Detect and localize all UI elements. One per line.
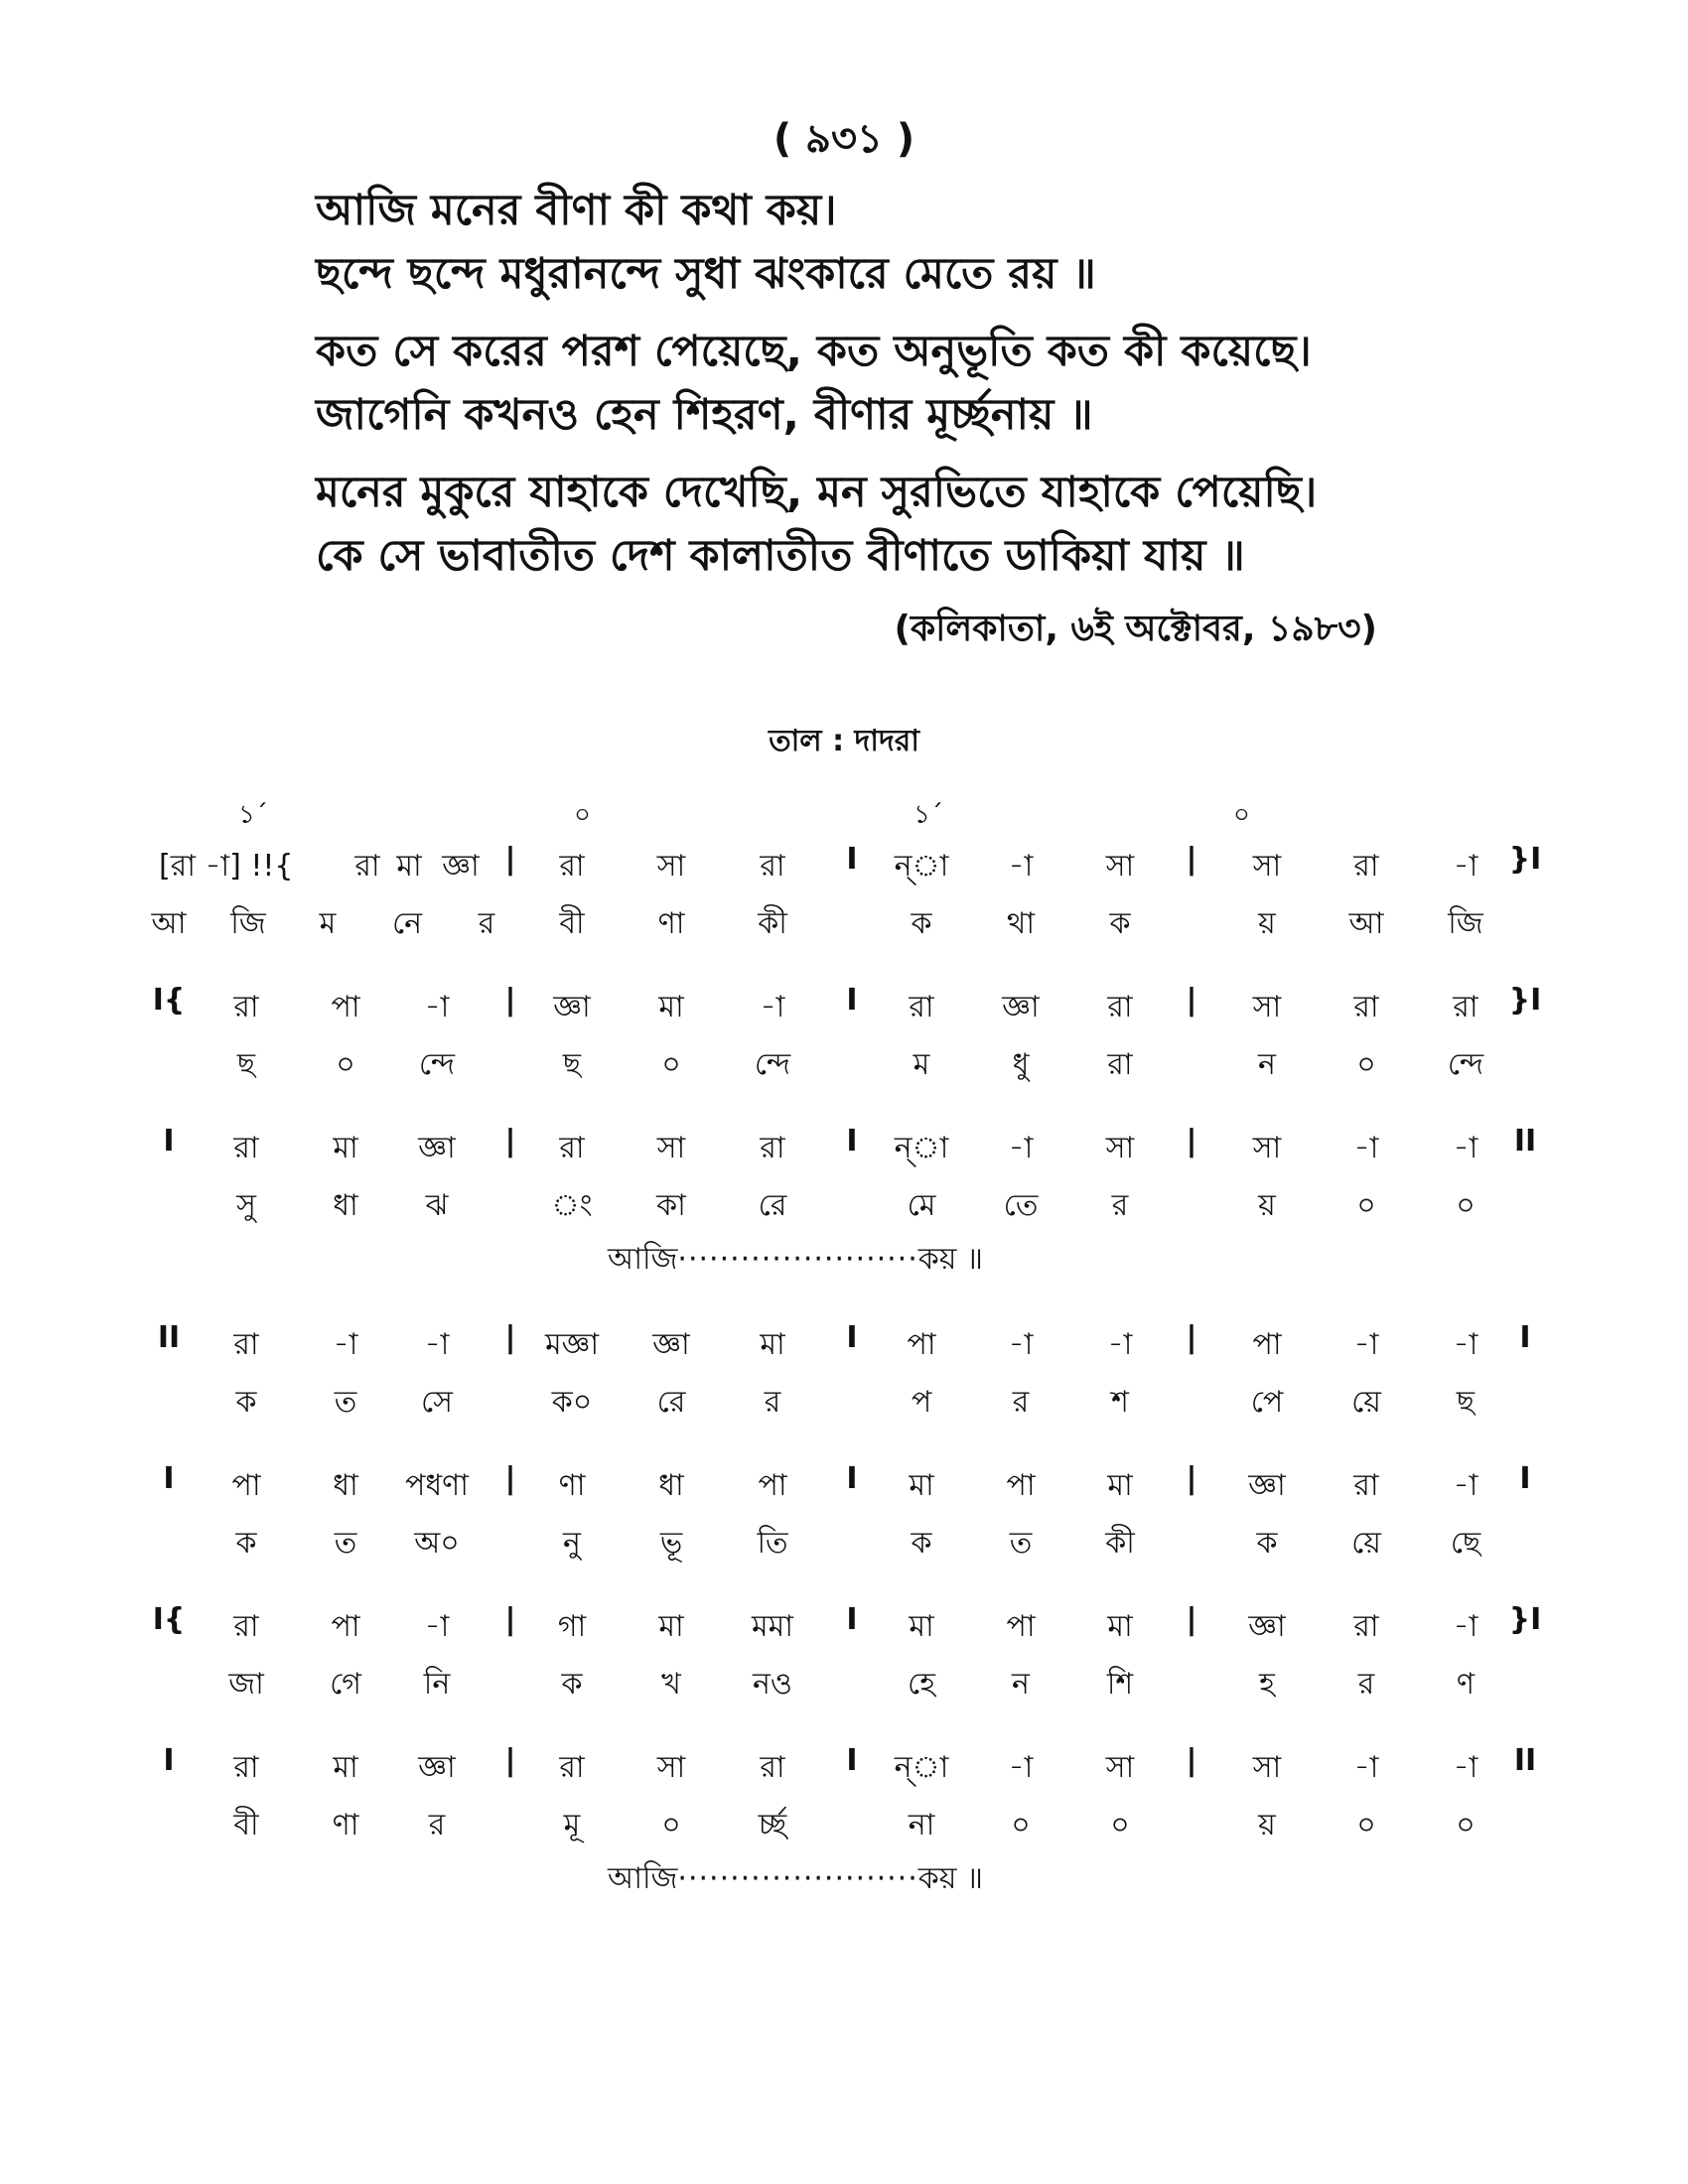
swara-note: ন্া [894, 1131, 949, 1165]
lyric-syllable: নও [753, 1667, 792, 1702]
swara-note: -া [1353, 1327, 1379, 1362]
lyric-syllable: সে [421, 1385, 453, 1420]
bar-line: I [846, 1124, 858, 1159]
swara-note: রা [760, 1750, 785, 1785]
lyric-syllable: ক [235, 1526, 257, 1561]
lyric-syllable: জি [1448, 906, 1483, 941]
lyric-syllable: থা [1006, 906, 1036, 941]
verse-line: কত সে করের পরশ পেয়েছে, কত অনুভূতি কত কী কয়েছে। [316, 327, 1312, 376]
refrain-start: আজি [608, 1861, 678, 1896]
swara-note: মা [909, 1468, 934, 1503]
bar-line: I{ [152, 1602, 186, 1637]
swara-note: -া [424, 1609, 450, 1644]
swara-note: -া [1008, 1750, 1034, 1785]
bar-line: | [504, 1743, 516, 1778]
lyric-syllable: ণা [657, 906, 685, 941]
notation-block [0, 1320, 1688, 1430]
bar-line: I [163, 1461, 175, 1496]
swara-note: -া [1453, 1468, 1478, 1503]
swara-note: ন্া [894, 849, 949, 884]
swara-note: মা [333, 1750, 358, 1785]
swara-note: ধা [333, 1468, 358, 1503]
swara-note: -া [1008, 1131, 1034, 1165]
bar-line: | [1186, 1124, 1197, 1159]
lyric-syllable: র্চ্ছ [758, 1808, 787, 1843]
lyric-syllable: জা [228, 1667, 264, 1702]
bar-line: II [1513, 1743, 1537, 1778]
swara-note: জ্ঞা [1248, 1468, 1286, 1503]
lyric-syllable: ০ [1011, 1808, 1031, 1843]
lyric-syllable: য় [1258, 1808, 1276, 1843]
lyric-row [0, 1519, 1688, 1563]
notation-block [0, 983, 1688, 1092]
beat-mark: ১´ [238, 800, 268, 830]
lyric-syllable: রে [758, 1188, 787, 1223]
swara-note: পা [907, 1327, 936, 1362]
swara-row [0, 1320, 1688, 1364]
swara-note: সা [656, 849, 686, 884]
swara-note: মা [658, 1609, 684, 1644]
swara-note: সা [656, 1131, 686, 1165]
lyric-syllable: জি [230, 906, 266, 941]
swara-note: রা [233, 990, 259, 1024]
swara-note: ধা [658, 1468, 684, 1503]
swara-note: পধণা [404, 1468, 470, 1503]
lyric-syllable: ন্দে [1447, 1047, 1484, 1082]
swara-note: -া [1107, 1327, 1133, 1362]
swara-note: জ্ঞা [652, 1327, 690, 1362]
swara-note: রা [559, 1750, 585, 1785]
lyric-syllable: ছ [1456, 1385, 1476, 1420]
lyric-syllable: ০ [661, 1808, 681, 1843]
bar-line: I [1519, 1461, 1531, 1496]
lyric-syllable: ০ [661, 1047, 681, 1082]
lyric-syllable: ০ [1456, 1188, 1476, 1223]
lyric-syllable: ক [561, 1667, 583, 1702]
lyric-syllable: য় [1258, 906, 1276, 941]
swara-note: মা [396, 849, 422, 884]
lyric-syllable: ক [1256, 1526, 1278, 1561]
bar-line: I [846, 1602, 858, 1637]
swara-note: সা [1105, 849, 1135, 884]
lyric-syllable: বী [233, 1808, 259, 1843]
lyric-syllable: য় [1258, 1188, 1276, 1223]
swara-note: -া [1353, 1131, 1379, 1165]
lyric-syllable: ছে [1450, 1526, 1481, 1561]
swara-note: জ্ঞা [418, 1750, 456, 1785]
beat-mark: ০ [574, 800, 591, 830]
lyric-syllable: ম [913, 1047, 930, 1082]
bar-line: | [1186, 983, 1197, 1018]
lyric-syllable: য়ে [1351, 1385, 1381, 1420]
bar-line: | [1186, 1461, 1197, 1496]
swara-note: রা [559, 1131, 585, 1165]
bar-line: I [163, 1743, 175, 1778]
swara-note: জ্ঞা [1002, 990, 1040, 1024]
lyric-syllable: র [764, 1385, 781, 1420]
swara-note: -া [333, 1327, 358, 1362]
bar-line: I [1519, 1320, 1531, 1355]
swara-note: সা [656, 1750, 686, 1785]
swara-note: সা [1252, 1131, 1282, 1165]
bar-line: | [1186, 842, 1197, 877]
swara-note: সা [1105, 1131, 1135, 1165]
swara-note: পা [758, 1468, 787, 1503]
swara-note: সা [1252, 849, 1282, 884]
lyric-syllable: সু [236, 1188, 256, 1223]
bar-line: | [504, 1124, 516, 1159]
lyric-syllable: শি [1106, 1667, 1134, 1702]
lyric-syllable: শ [1111, 1385, 1129, 1420]
swara-note: সা [1252, 990, 1282, 1024]
lyric-syllable: ক [911, 906, 932, 941]
lyric-syllable: নি [423, 1667, 451, 1702]
swara-note: মা [1107, 1609, 1133, 1644]
swara-row [0, 1602, 1688, 1646]
verse-line: জাগেনি কখনও হেন শিহরণ, বীণার মূর্চ্ছনায় ॥ [316, 390, 1093, 440]
swara-note: রা [1353, 849, 1379, 884]
bar-line: }I [1508, 1602, 1542, 1637]
lyric-syllable: না [908, 1808, 935, 1843]
bar-line: | [504, 1320, 516, 1355]
swara-note: রা [354, 849, 380, 884]
swara-note: জ্ঞা [442, 849, 480, 884]
beat-mark: ০ [1233, 800, 1250, 830]
lyric-syllable: আ [151, 906, 187, 941]
swara-note: মা [909, 1609, 934, 1644]
bar-line: I [846, 842, 858, 877]
bar-line: I [163, 1124, 175, 1159]
refrain-dots: ······················· [677, 1861, 918, 1896]
swara-note: গা [557, 1609, 587, 1644]
refrain-start: আজি [608, 1242, 678, 1277]
swara-row [0, 1124, 1688, 1167]
lyric-syllable: বী [559, 906, 585, 941]
swara-note: রা [1453, 990, 1478, 1024]
lyric-syllable: ০ [1456, 1808, 1476, 1843]
swara-note: -া [1008, 1327, 1034, 1362]
lyric-syllable: ০ [1356, 1188, 1376, 1223]
swara-note: মা [760, 1327, 785, 1362]
lyric-syllable: র [1357, 1667, 1375, 1702]
lyric-syllable: নু [563, 1526, 581, 1561]
lyric-syllable: রা [1107, 1047, 1133, 1082]
swara-note: -া [1008, 849, 1034, 884]
bar-line: I [846, 1743, 858, 1778]
lyric-syllable: ০ [336, 1047, 355, 1082]
bar-line: II [157, 1320, 181, 1355]
lyric-syllable: র [1111, 1188, 1129, 1223]
lyric-syllable: তি [757, 1526, 788, 1561]
lyric-syllable: ন্দে [754, 1047, 791, 1082]
lyric-syllable: ত [334, 1526, 357, 1561]
swara-note: -া [424, 990, 450, 1024]
bar-line: | [1186, 1602, 1197, 1637]
bar-line: | [504, 1602, 516, 1637]
swara-note: মমা [751, 1609, 794, 1644]
swara-row [0, 1743, 1688, 1787]
lyric-syllable: ০ [1110, 1808, 1130, 1843]
tal-heading: তাল : দাদরা [769, 724, 919, 758]
swara-note: রা [1353, 990, 1379, 1024]
swara-note: পা [1006, 1609, 1036, 1644]
swara-note: পা [1006, 1468, 1036, 1503]
lyric-syllable: গে [330, 1667, 361, 1702]
swara-note: রা [233, 1131, 259, 1165]
swara-note: -া [760, 990, 785, 1024]
bar-line: }I [1508, 983, 1542, 1018]
swara-note: রা [233, 1609, 259, 1644]
lyric-syllable: ণ [1456, 1667, 1476, 1702]
notation-block [0, 1602, 1688, 1711]
swara-note: রা [233, 1327, 259, 1362]
lyric-syllable: কা [656, 1188, 686, 1223]
lyric-syllable: ভূ [659, 1526, 683, 1561]
bar-line: | [1186, 1743, 1197, 1778]
bar-line: | [504, 983, 516, 1018]
lyric-syllable: র [478, 906, 495, 941]
refrain-dots: ······················· [677, 1242, 918, 1277]
swara-note: সা [1252, 1750, 1282, 1785]
lyric-syllable: ং [551, 1188, 593, 1223]
lyric-syllable: হে [908, 1667, 935, 1702]
beat-mark: ১´ [914, 800, 943, 830]
lyric-syllable: আ [1348, 906, 1384, 941]
swara-note: রা [909, 990, 934, 1024]
lyric-syllable: কী [1105, 1526, 1135, 1561]
lyric-row [0, 1660, 1688, 1704]
swara-note: পা [1252, 1327, 1282, 1362]
bar-line: I{ [152, 983, 186, 1018]
swara-note: রা [559, 849, 585, 884]
lyric-syllable: নে [391, 906, 423, 941]
swara-note: -া [1453, 1750, 1478, 1785]
lyric-syllable: ন [1012, 1667, 1030, 1702]
notation-block [0, 1124, 1688, 1277]
lyric-syllable: মূ [563, 1808, 581, 1843]
swara-note: মা [1107, 1468, 1133, 1503]
lyric-syllable: ছ [236, 1047, 256, 1082]
lyric-syllable: ছ [562, 1047, 582, 1082]
swara-note: জ্ঞা [553, 990, 591, 1024]
lyric-row [0, 1040, 1688, 1084]
refrain-end: কয় ॥ [917, 1861, 983, 1896]
swara-note: ণা [558, 1468, 586, 1503]
lyric-syllable: য়ে [1351, 1526, 1381, 1561]
swara-note: ন্া [894, 1750, 949, 1785]
swara-note: রা [233, 1750, 259, 1785]
lyric-syllable: হ [1259, 1667, 1275, 1702]
swara-note: -া [1453, 1609, 1478, 1644]
lyric-row [0, 1181, 1688, 1225]
lyric-syllable: ০ [1356, 1047, 1376, 1082]
swara-note: রা [1107, 990, 1133, 1024]
bar-line: I [846, 983, 858, 1018]
swara-note: মা [658, 990, 684, 1024]
bar-line: | [504, 842, 516, 877]
lyric-syllable: ঝ [425, 1188, 449, 1223]
refrain-end: কয় ॥ [917, 1242, 983, 1277]
verse-line: ছন্দে ছন্দে মধুরানন্দে সুধা ঝংকারে মেতে রয় ॥ [316, 249, 1096, 299]
lyric-syllable: ০ [1356, 1808, 1376, 1843]
lyric-syllable: খ [661, 1667, 681, 1702]
lyric-syllable: মে [907, 1188, 936, 1223]
swara-note: মজ্ঞা [544, 1327, 600, 1362]
lyric-syllable: ন [1258, 1047, 1276, 1082]
refrain-cue [608, 1235, 983, 1286]
swara-note: -া [1453, 849, 1478, 884]
verse-line: আজি মনের বীণা কী কথা কয়। [316, 186, 837, 235]
lyric-syllable: ক [235, 1385, 257, 1420]
lyric-syllable: কী [758, 906, 787, 941]
lyric-syllable: প [911, 1385, 932, 1420]
swara-note: -া [1353, 1750, 1379, 1785]
lyric-syllable: ত [1009, 1526, 1033, 1561]
swara-note: -া [424, 1327, 450, 1362]
swara-note: -া [1453, 1327, 1478, 1362]
swara-note: -া [1453, 1131, 1478, 1165]
swara-note: রা [1353, 1468, 1379, 1503]
place-date-credit: (কলিকাতা, ৬ই অক্টোবর, ১৯৮৩) [894, 609, 1377, 649]
bar-line: II [1513, 1124, 1537, 1159]
lyric-syllable: ধা [333, 1188, 358, 1223]
lyric-syllable: অ০ [414, 1526, 460, 1561]
lyric-syllable: ম [319, 906, 337, 941]
swara-note: মা [333, 1131, 358, 1165]
swara-row [0, 1461, 1688, 1505]
bar-line: }I [1508, 842, 1542, 877]
lyric-syllable: ণা [332, 1808, 359, 1843]
lyric-row [0, 1378, 1688, 1422]
lyric-row [0, 899, 1688, 943]
swara-row [0, 842, 1688, 886]
lyric-syllable: ক [911, 1526, 932, 1561]
notation-block [0, 1461, 1688, 1570]
notation-prefix: [রা -া] !!{ [159, 849, 294, 884]
lyric-row [0, 1801, 1688, 1844]
swara-note: জ্ঞা [418, 1131, 456, 1165]
notation-block [0, 842, 1688, 951]
swara-note: পা [331, 1609, 360, 1644]
swara-note: সা [1105, 1750, 1135, 1785]
swara-note: পা [331, 990, 360, 1024]
lyric-syllable: রে [656, 1385, 686, 1420]
verse-line: মনের মুকুরে যাহাকে দেখেছি, মন সুরভিতে যাহাকে পেয়েছি। [316, 468, 1318, 517]
verse-line: কে সে ভাবাতীত দেশ কালাতীত বীণাতে ডাকিয়া যায় ॥ [316, 531, 1245, 581]
lyric-syllable: ন্দে [418, 1047, 456, 1082]
swara-note: জ্ঞা [1248, 1609, 1286, 1644]
lyric-syllable: ত [334, 1385, 357, 1420]
bar-line: | [1186, 1320, 1197, 1355]
refrain-cue [608, 1854, 983, 1905]
lyric-syllable: পে [1250, 1385, 1284, 1420]
swara-note: রা [760, 1131, 785, 1165]
bar-line: | [504, 1461, 516, 1496]
lyric-syllable: ক [1109, 906, 1131, 941]
lyric-syllable: ধু [1012, 1047, 1030, 1082]
lyric-syllable: র [1012, 1385, 1030, 1420]
lyric-syllable: র [428, 1808, 446, 1843]
notation-block [0, 1743, 1688, 1896]
lyric-syllable: ক০ [551, 1385, 593, 1420]
swara-note: রা [1353, 1609, 1379, 1644]
lyric-syllable: তে [1003, 1188, 1039, 1223]
page-number: ( ৯৩১ ) [773, 116, 915, 162]
bar-line: I [846, 1461, 858, 1496]
swara-note: পা [231, 1468, 261, 1503]
swara-note: রা [760, 849, 785, 884]
swara-row [0, 983, 1688, 1026]
bar-line: I [846, 1320, 858, 1355]
